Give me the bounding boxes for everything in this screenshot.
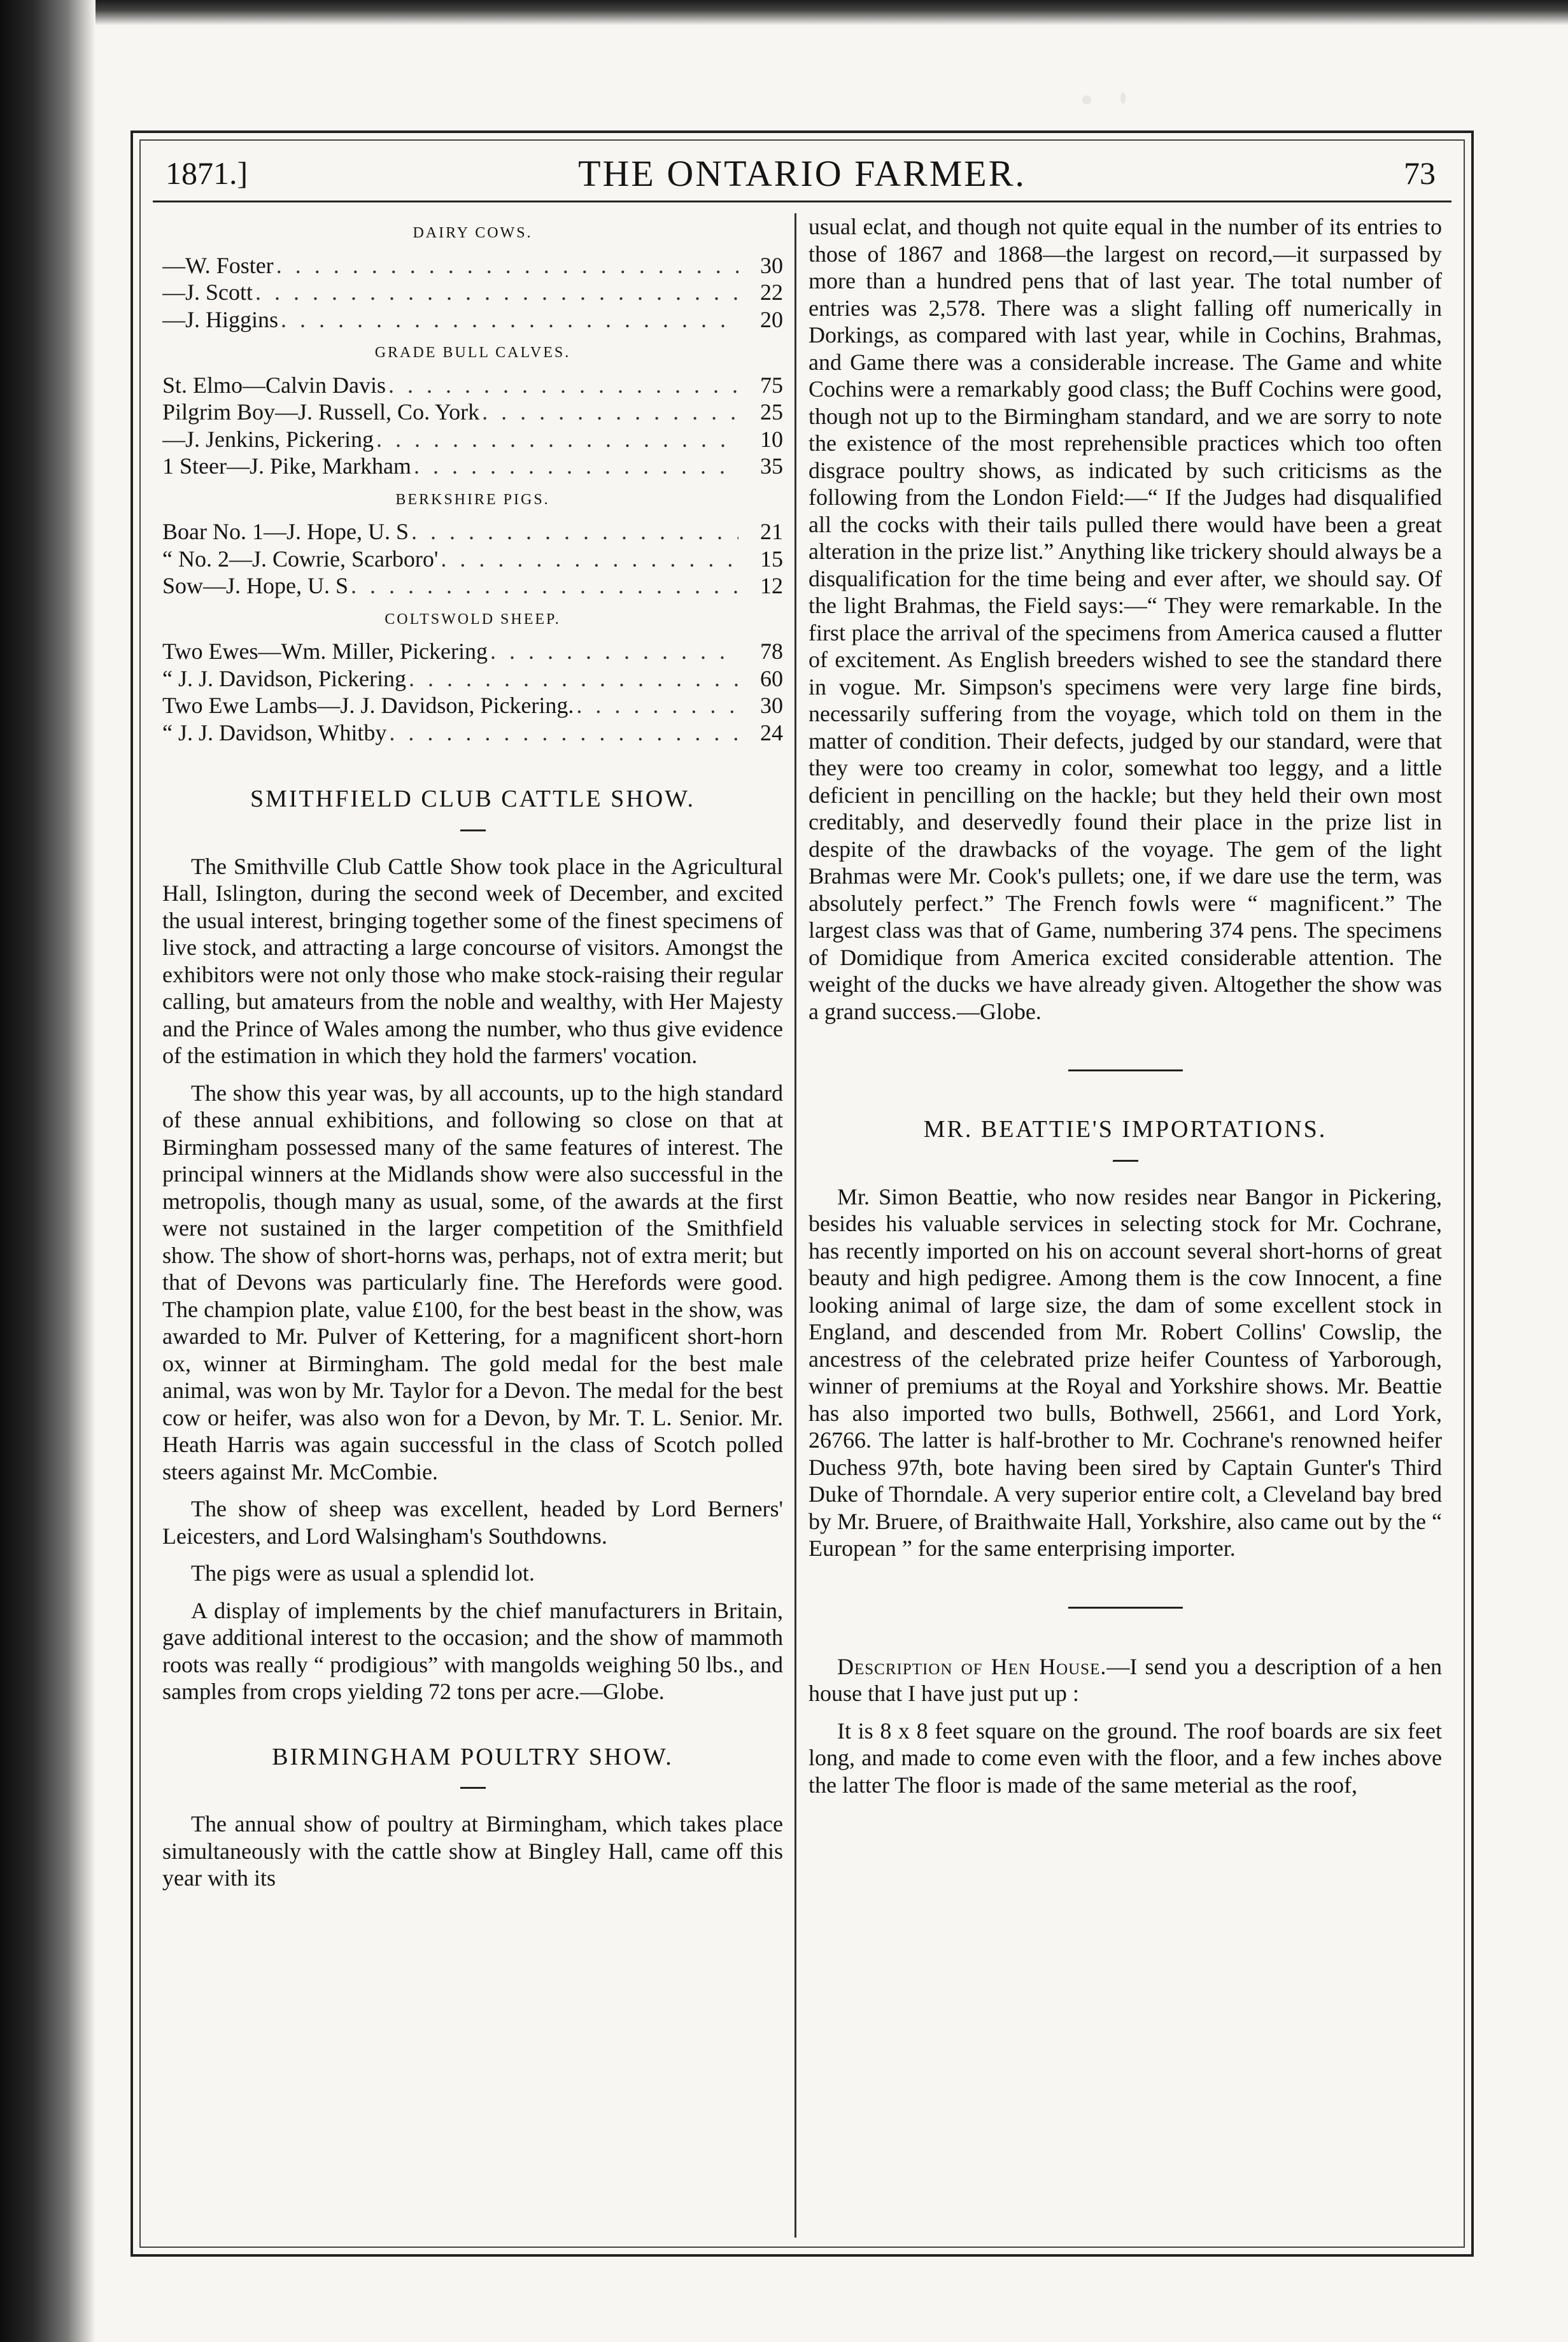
smithfield-paragraph: The show this year was, by all accounts, up to the high standard of these annual exhibitions, and following so close on that at Birmingham possessed many of the same features of interest. The principal winners at the Midlands show were also successful in the metropolis, though many as usual, some, of the awards at the first were not sustained in the larger competition of the Smithfield show. The show of short-horns was, perhaps, not of extra merit; but that of Devons was particularly fine. The Herefords were good. The champion plate, value £100, for the best beast in the show, was awarded to Mr. Pulver of Kettering, for a magnificent short-horn ox, winner at Birmingham. The gold medal for the best male animal, was won by Mr. Taylor for a Devon. The medal for the best cow or heifer, was also won for a Devon, by Mr. T. L. Senior. Mr. Heath Harris was again successful in the class of Scotch polled steers against Mr. McCombie.: [162, 1080, 783, 1485]
entry-name: Sow—J. Hope, U. S: [162, 573, 349, 598]
entry-value: 75: [760, 372, 783, 398]
ink-speck: [1120, 92, 1126, 104]
dot-leader: [438, 546, 738, 573]
list-item: [162, 453, 783, 480]
smithfield-title: SMITHFIELD CLUB CATTLE SHOW.: [250, 786, 696, 812]
birmingham-paragraph-continued: usual eclat, and though not quite equal in the number of its entries to those of 1867 and 1868—the largest on record,—it surpassed by more than a hundred pens that of last year. The total number of entries was 2,578. There was a slight falling off numerically in Dorkings, as compared with last year, while in Cochins, Brahmas, and Game there was a considerable increase. The Game and white Cochins were a remarkably good class; the Buff Cochins were good, though not up to the Birmingham standard, and we are sorry to note the existence of the most reprehensible practices which too often disgrace poultry shows, as indicated by such criticisms as the following from the London Field:—“ If the Judges had disqualified all the cocks with their tails pulled there would have been a great alteration in the prize list.” Anything like trickery should always be a disqualification for the time being and ever after, we should say. Of the light Brahmas, the Field says:—“ They were remarkable. In the first place the arrival of the specimens from America caused a flutter of excitement. As English breeders wished to see the standard there in vogue. Mr. Simpson's specimens were very large fine birds, necessarily suffering from the voyage, which told on them in the matter of condition. Their defects, judged by our standard, were that they were too creamy in color, somewhat too leggy, and a little deficient in pencilling on the hackle; but they held their own most creditably, and deservedly found their place in the prize list in despite of the drawbacks of the voyage. The gem of the light Brahmas were Mr. Cook's pullets; one, if we dare use the term, was absolutely perfect.” The French fowls were “ magnificent.” The largest class was that of Game, numbering 374 pens. The specimens of Domidique from America excited considerable attention. The weight of the ducks we have already given. Altogether the show was a grand success.—Globe.: [809, 214, 1442, 1024]
dot-leader: [409, 518, 738, 546]
dot-leader: [406, 665, 738, 693]
entry-name: Two Ewe Lambs—J. J. Davidson, Pickering.: [162, 693, 574, 718]
list-item: [162, 546, 783, 573]
dot-leader: [278, 306, 738, 334]
entry-value: 30: [760, 252, 783, 278]
page-number: 73: [1404, 155, 1436, 191]
prize-lists: [162, 220, 783, 746]
list-item: [162, 719, 783, 747]
entry-name: Boar No. 1—J. Hope, U. S: [162, 519, 409, 544]
entry-name: —J. Jenkins, Pickering: [162, 426, 374, 452]
dot-leader: [411, 453, 738, 480]
hen-house-intro-text: —I send you a description of a hen house that I have just put up :: [809, 1653, 1442, 1706]
list-item: [162, 665, 783, 693]
hen-house-intro: [809, 1653, 1442, 1707]
dot-leader: [574, 692, 738, 719]
entry-name: “ J. J. Davidson, Pickering: [162, 665, 406, 691]
list-heading: DAIRY COWS.: [413, 225, 533, 241]
smithfield-paragraph: The pigs were as usual a splendid lot.: [191, 1560, 535, 1586]
birmingham-paragraph-start: The annual show of poultry at Birmingham, which takes place simultaneously with the cattle show at Bingley Hall, came off this year with its: [162, 1811, 783, 1891]
dot-leader: [386, 719, 738, 747]
entry-name: —J. Scott: [162, 279, 253, 305]
smithfield-paragraph: The Smithville Club Cattle Show took place in the Agricultural Hall, Islington, during the second week of December, and excited the usual interest, bringing together some of the finest specimens of live stock, and attracting a large concourse of visitors. Amongst the exhibitors were not only those who make stock-raising their regular calling, but amateurs from the noble and wealthy, with Her Majesty and the Prince of Wales among the number, who thus give evidence of the estimation in which they hold the farmers' vocation.: [162, 853, 783, 1068]
dot-leader: [386, 372, 738, 399]
beattie-paragraph: Mr. Simon Beattie, who now resides near Bangor in Pickering, besides his valuable services in selecting stock for Mr. Cochrane, has recently imported on his on account several short-horns of great beauty and high pedigree. Among them is the cow Innocent, a fine looking animal of large size, the dam of some excellent stock in England, and descended from Mr. Robert Collins' Cowslip, the ancestress of the celebrated prize heifer Countess of Yarborough, winner of premiums at the Royal and Yorkshire shows. Mr. Beattie has also imported two bulls, Bothwell, 25661, and Lord York, 26766. The latter is half-brother to Mr. Cochrane's renowned heifer Duchess 97th, bote having been sired by Captain Gunter's Third Duke of Thorndale. A very superior entire colt, a Cleveland bay bred by Mr. Bruere, of Braithwaite Hall, Yorkshire, also came out by the “ European ” for the same enterprising importer.: [809, 1183, 1442, 1561]
entry-name: 1 Steer—J. Pike, Markham: [162, 453, 411, 479]
entry-name: —J. Higgins: [162, 306, 279, 332]
column-divider: [795, 213, 796, 2238]
entry-value: 60: [760, 665, 783, 691]
entry-name: “ J. J. Davidson, Whitby: [162, 719, 387, 745]
page-header: [153, 150, 1451, 202]
dot-leader: [374, 426, 738, 453]
beattie-title: MR. BEATTIE'S IMPORTATIONS.: [923, 1116, 1327, 1143]
list-heading: COLTSWOLD SHEEP.: [385, 610, 561, 628]
smithfield-paragraph: The show of sheep was excellent, headed by Lord Berners' Leicesters, and Lord Walsingham's Southdowns.: [162, 1496, 783, 1549]
scan-shadow-edge: [0, 0, 95, 2342]
entry-value: 21: [760, 519, 783, 544]
list-item: [162, 399, 783, 426]
entry-value: 12: [760, 573, 783, 598]
entry-value: 24: [760, 719, 783, 745]
list-item: [162, 306, 783, 334]
list-item: [162, 372, 783, 399]
right-column: [809, 213, 1442, 2238]
title-dash: [460, 829, 486, 831]
smithfield-paragraph: A display of implements by the chief manufacturers in Britain, gave additional interest to the occasion; and the show of mammoth roots was really “ prodigious” with mangolds weighing 50 lbs., and samples from crops yielding 72 tons per acre.—Globe.: [162, 1597, 783, 1704]
left-column: [162, 213, 783, 2238]
list-item: [162, 518, 783, 546]
hen-house-paragraph: It is 8 x 8 feet square on the ground. The roof boards are six feet long, and made to come even with the floor, and a few inches above the latter The floor is made of the same meterial as the roof,: [809, 1718, 1442, 1798]
section-separator: [1068, 1607, 1183, 1609]
dot-leader: [488, 638, 738, 665]
list-item: [162, 692, 783, 719]
section-separator: [1068, 1069, 1183, 1071]
list-item: [162, 252, 783, 279]
entry-name: St. Elmo—Calvin Davis: [162, 372, 386, 398]
list-item: [162, 572, 783, 600]
dot-leader: [348, 572, 738, 600]
entry-value: 20: [760, 306, 783, 332]
list-item: [162, 638, 783, 665]
entry-value: 30: [760, 693, 783, 718]
entry-value: 10: [760, 426, 783, 452]
list-heading: GRADE BULL CALVES.: [374, 344, 571, 361]
list-heading: BERKSHIRE PIGS.: [395, 491, 550, 508]
entry-value: 15: [760, 546, 783, 572]
hen-house-lead: Description of Hen House.: [837, 1653, 1107, 1679]
entry-value: 35: [760, 453, 783, 479]
entry-value: 22: [760, 279, 783, 305]
entry-name: “ No. 2—J. Cowrie, Scarboro': [162, 546, 439, 572]
header-year: 1871.]: [166, 155, 248, 191]
entry-value: 78: [760, 638, 783, 664]
publication-title: THE ONTARIO FARMER.: [578, 153, 1026, 194]
list-item: [162, 279, 783, 306]
dot-leader: [479, 399, 738, 426]
title-dash: [460, 1787, 486, 1789]
title-dash: [1113, 1160, 1138, 1162]
dot-leader: [274, 252, 738, 279]
entry-name: —W. Foster: [162, 252, 274, 278]
entry-name: Pilgrim Boy—J. Russell, Co. York: [162, 399, 480, 425]
scan-shadow-top: [95, 0, 1568, 25]
entry-name: Two Ewes—Wm. Miller, Pickering: [162, 638, 488, 664]
entry-value: 25: [760, 399, 783, 425]
birmingham-title: BIRMINGHAM POULTRY SHOW.: [272, 1743, 674, 1770]
ink-speck: [1082, 95, 1091, 104]
list-item: [162, 426, 783, 453]
dot-leader: [253, 279, 738, 306]
